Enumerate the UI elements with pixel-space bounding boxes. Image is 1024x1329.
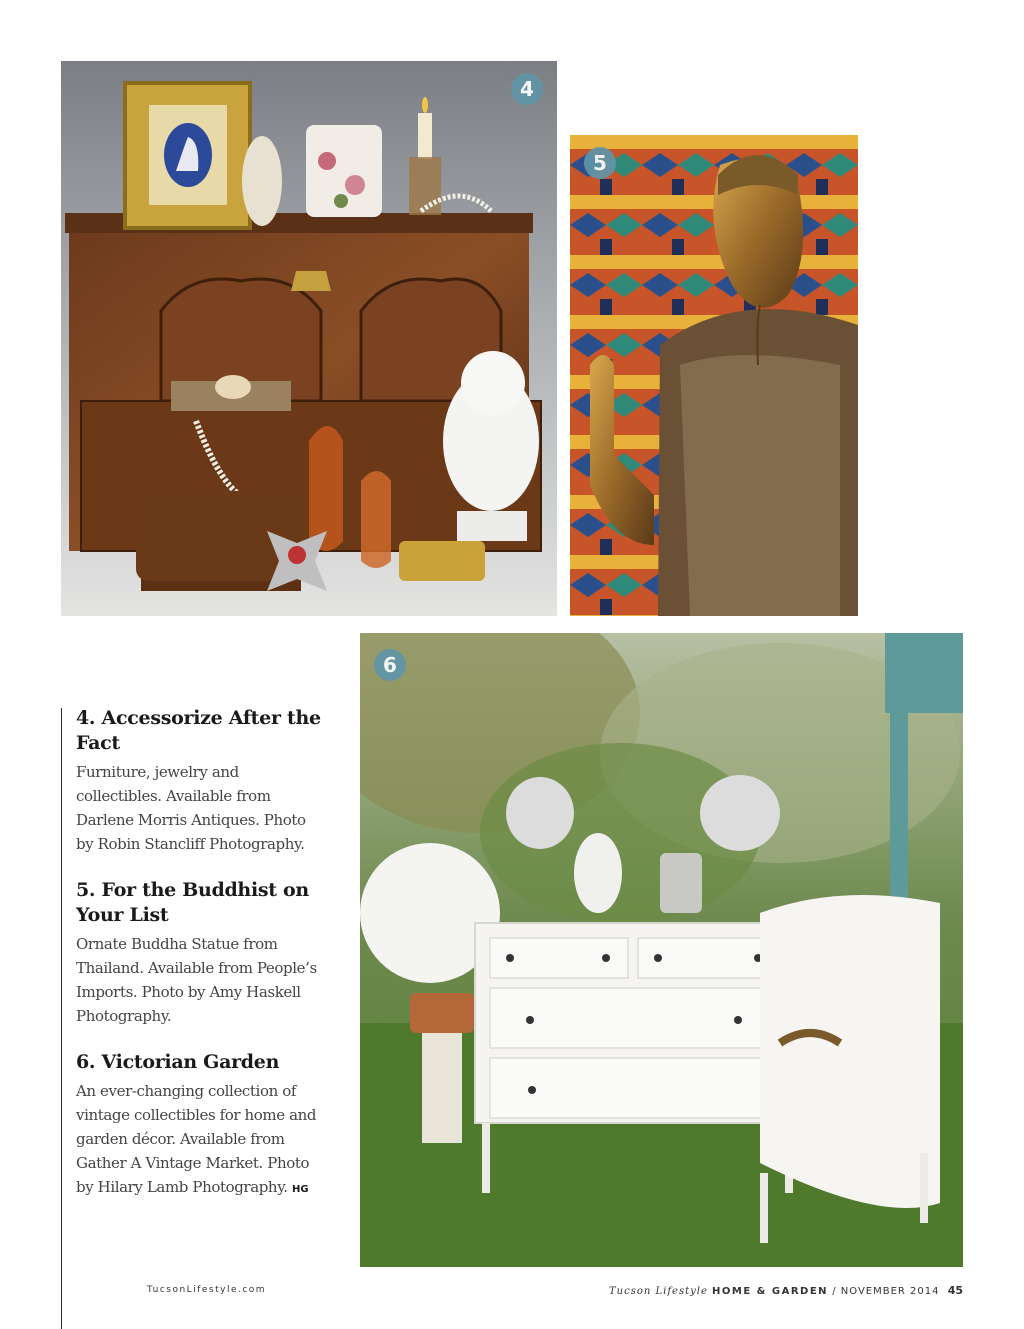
footer-magazine: Tucson Lifestyle [609, 1286, 708, 1297]
captions-column [76, 706, 326, 1224]
photo-number-badge: 4 [511, 73, 543, 105]
caption-6 [76, 1050, 326, 1202]
photo-victorian-garden [360, 633, 963, 1267]
photo-number-badge: 5 [584, 147, 616, 179]
footer-issue: NOVEMBER 2014 [840, 1286, 940, 1297]
caption-title: 5. For the Buddhist on Your List [76, 879, 309, 926]
photo-antique-chest [61, 61, 557, 616]
caption-title: 4. Accessorize After the Fact [76, 707, 321, 754]
footer-section: HOME & GARDEN [712, 1286, 829, 1297]
photo-number-badge: 6 [374, 649, 406, 681]
end-mark: HG [292, 1184, 309, 1195]
caption-5 [76, 878, 326, 1028]
caption-rule [61, 708, 62, 1329]
caption-body-text: An ever-changing collection of vintage collectibles for home and garden décor. Available from Gather A Vintage Market. Photo by Hilary Lamb Photography. [76, 1082, 317, 1196]
caption-body: Furniture, jewelry and collectibles. Available from Darlene Morris Antiques. Photo by Robin Stancliff Photography. [76, 763, 306, 853]
photo-buddha-statue [570, 135, 858, 616]
caption-body: Ornate Buddha Statue from Thailand. Available from People’s Imports. Photo by Amy Haskell Photography. [76, 935, 317, 1025]
caption-body [76, 1079, 326, 1202]
footer-separator: / [832, 1286, 837, 1297]
caption-title: 6. Victorian Garden [76, 1051, 280, 1073]
footer-website: TucsonLifestyle.com [147, 1285, 267, 1295]
caption-4 [76, 706, 326, 856]
footer-page-number: 45 [947, 1284, 963, 1297]
footer-folio [609, 1284, 963, 1297]
